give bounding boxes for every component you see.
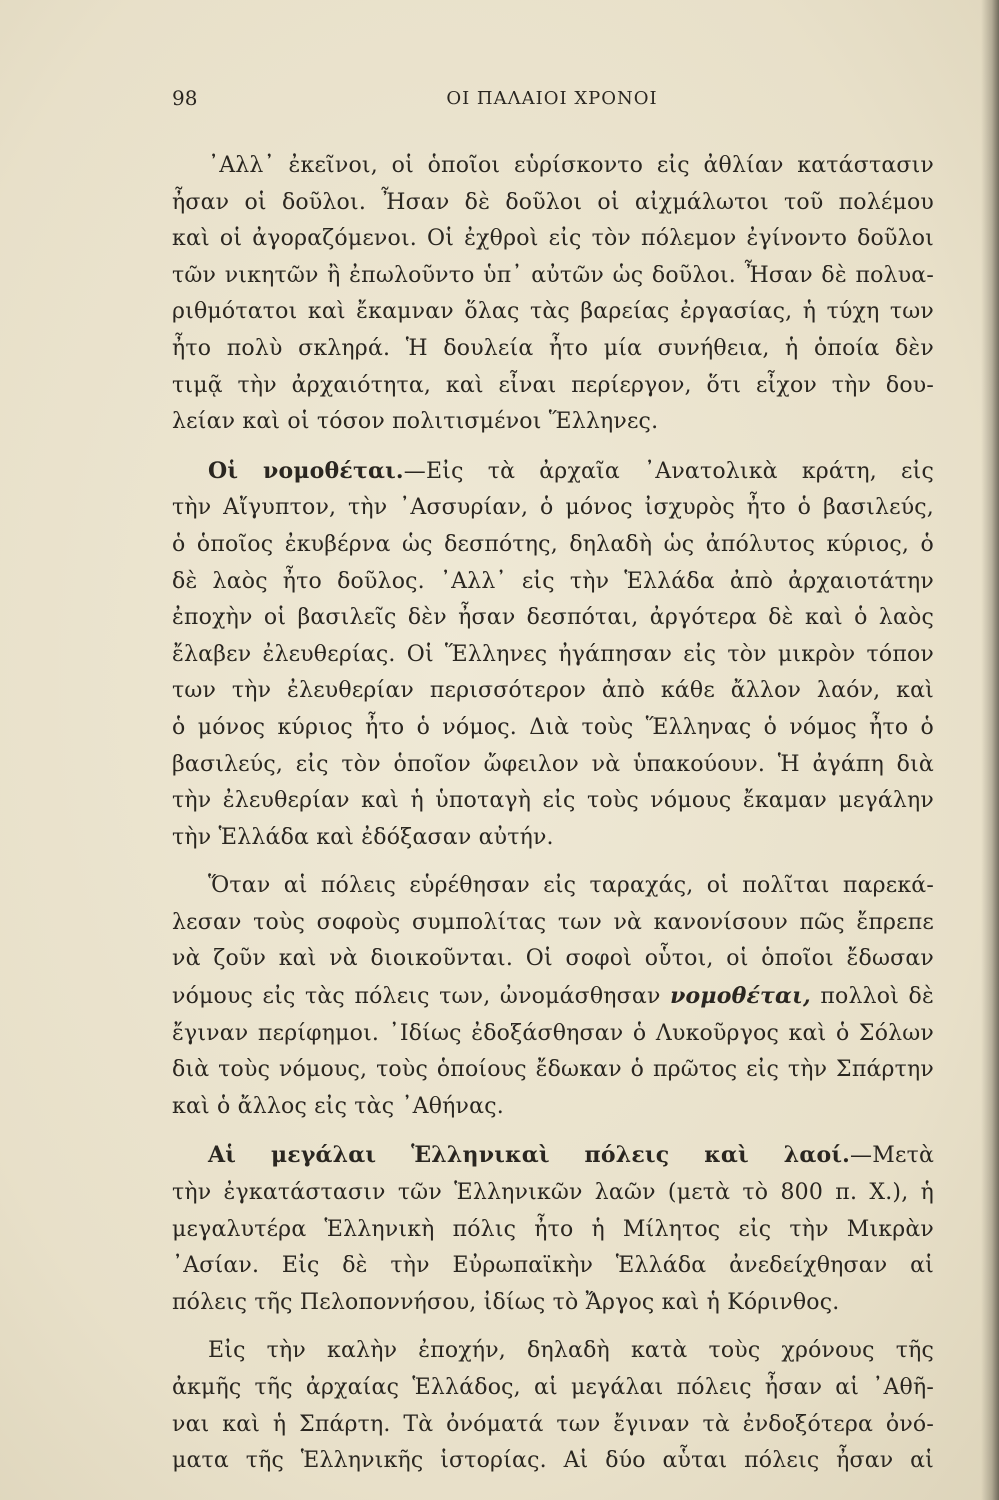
text-line: πόλεις τῆς Πελοποννήσου, ἰδίως τὸ Ἄργος καὶ ἡ Κόρινθος.	[172, 1289, 840, 1315]
text-run: νόμους εἰς τὰς πόλεις των, ὠνομάσθησαν	[172, 984, 661, 1010]
text-line: λεσαν τοὺς σοφοὺς συμπολίτας των νὰ κανονίσουν πῶς ἔπρεπε	[172, 909, 934, 935]
text-line: τὴν ἐγκατάστασιν τῶν Ἑλληνικῶν λαῶν (μετὰ τὸ 800 π. Χ.), ἡ	[172, 1180, 934, 1206]
paragraph-athens-sparta	[172, 1333, 934, 1479]
text-line: των τὴν ἐλευθερίαν περισσότερον ἀπὸ κάθε ἄλλον λαόν, καὶ	[172, 678, 934, 704]
text-line: ἐποχὴν οἱ βασιλεῖς δὲν ἦσαν δεσπόται, ἀργότερα δὲ καὶ ὁ λαὸς	[172, 605, 934, 631]
text-line	[172, 1137, 934, 1175]
text-line: ριθμότατοι καὶ ἔκαμναν ὅλας τὰς βαρείας ἐργασίας, ἡ τύχη των	[172, 299, 934, 325]
text-line: καὶ ὁ ἄλλος εἰς τὰς ᾿Αθήνας.	[172, 1093, 504, 1119]
running-head	[172, 86, 932, 116]
text-line	[172, 453, 934, 491]
text-line: ναι καὶ ἡ Σπάρτη. Τὰ ὀνόματά των ἔγιναν τὰ ἐνδοξότερα ὀνό-	[172, 1411, 934, 1437]
text-line: ἦτο πολὺ σκληρά. Ἡ δουλεία ἦτο μία συνήθεια, ἡ ὁποία δὲν	[172, 335, 934, 361]
emphasis-nomothetai: νομοθέται,	[670, 983, 811, 1010]
text-line: ματα τῆς Ἑλληνικῆς ἱστορίας. Αἱ δύο αὗται πόλεις ἦσαν αἱ	[172, 1448, 934, 1474]
text-run: πολλοὶ δὲ	[820, 984, 934, 1010]
page-number: 98	[172, 86, 198, 110]
text-line: ὁ μόνος κύριος ἦτο ὁ νόμος. Διὰ τοὺς Ἕλληνας ὁ νόμος ἦτο ὁ	[172, 714, 934, 740]
text-line: βασιλεύς, εἰς τὸν ὁποῖον ὤφειλον νὰ ὑπακούουν. Ἡ ἀγάπη διὰ	[172, 751, 934, 777]
text-line: τιμᾷ τὴν ἀρχαιότητα, καὶ εἶναι περίεργον, ὅτι εἶχον τὴν δου-	[172, 372, 934, 398]
text-line: δὲ λαὸς ἦτο δοῦλος. ᾿Αλλ᾽ εἰς τὴν Ἑλλάδα ἀπὸ ἀρχαιοτάτην	[172, 568, 934, 594]
page-edge-shadow	[981, 0, 999, 1500]
text-line: ἦσαν οἱ δοῦλοι. Ἦσαν δὲ δοῦλοι οἱ αἰχμάλωτοι τοῦ πολέμου	[172, 189, 934, 215]
paragraph-wise-men	[172, 868, 934, 1125]
text-line: ᾿Ασίαν. Εἰς δὲ τὴν Εὐρωπαϊκὴν Ἑλλάδα ἀνεδείχθησαν αἱ	[172, 1253, 934, 1279]
text-line: καὶ οἱ ἀγοραζόμενοι. Οἱ ἐχθροὶ εἰς τὸν πόλεμον ἐγίνοντο δοῦλοι	[172, 226, 934, 252]
paragraph-great-cities	[172, 1137, 934, 1321]
text-line: Εἰς τὴν καλὴν ἐποχήν, δηλαδὴ κατὰ τοὺς χρόνους τῆς	[208, 1338, 934, 1364]
text-line: ἔγιναν περίφημοι. ᾿Ιδίως ἐδοξάσθησαν ὁ Λυκοῦργος καὶ ὁ Σόλων	[172, 1020, 934, 1046]
text-line	[172, 978, 934, 1016]
text-line: τὴν Αἴγυπτον, τὴν ᾿Ασσυρίαν, ὁ μόνος ἰσχυρὸς ἦτο ὁ βασιλεύς,	[172, 495, 934, 521]
text-line: ὁ ὁποῖος ἐκυβέρνα ὡς δεσπότης, δηλαδὴ ὡς ἀπόλυτος κύριος, ὁ	[172, 531, 934, 557]
text-run: —Εἰς τὰ ἀρχαῖα ᾿Ανατολικὰ κράτη, εἰς	[403, 458, 934, 484]
page-header-title: ΟΙ ΠΑΛΑΙΟΙ ΧΡΟΝΟΙ	[446, 88, 658, 109]
text-line: τὴν Ἑλλάδα καὶ ἐδόξασαν αὐτήν.	[172, 824, 554, 850]
paragraph-slavery	[172, 148, 934, 441]
paragraph-lawgivers	[172, 453, 934, 857]
text-line: διὰ τοὺς νόμους, τοὺς ὁποίους ἔδωκαν ὁ πρῶτος εἰς τὴν Σπάρτην	[172, 1057, 934, 1083]
text-line: λείαν καὶ οἱ τόσον πολιτισμένοι Ἕλληνες.	[172, 409, 659, 435]
text-line: Ὅταν αἱ πόλεις εὑρέθησαν εἰς ταραχάς, οἱ πολῖται παρεκά-	[208, 873, 934, 899]
section-heading-lawgivers: Οἱ νομοθέται.	[208, 457, 404, 484]
text-line: τὴν ἐλευθερίαν καὶ ἡ ὑποταγὴ εἰς τοὺς νόμους ἔκαμαν μεγάλην	[172, 788, 934, 814]
body-text	[172, 148, 934, 1480]
text-line: ᾿Αλλ᾽ ἐκεῖνοι, οἱ ὁποῖοι εὑρίσκοντο εἰς ἀθλίαν κατάστασιν	[208, 153, 934, 178]
text-line: ἀκμῆς τῆς ἀρχαίας Ἑλλάδος, αἱ μεγάλαι πόλεις ἦσαν αἱ ᾿Αθῆ-	[172, 1375, 934, 1400]
text-line: τῶν νικητῶν ἢ ἐπωλοῦντο ὑπ᾽ αὐτῶν ὡς δοῦλοι. Ἦσαν δὲ πολυα-	[172, 262, 934, 288]
section-heading-great-cities: Αἱ μεγάλαι Ἑλληνικαὶ πόλεις καὶ λαοί.	[208, 1142, 851, 1169]
text-line: ἔλαβεν ἐλευθερίας. Οἱ Ἕλληνες ἠγάπησαν εἰς τὸν μικρὸν τόπον	[172, 641, 934, 667]
text-line: μεγαλυτέρα Ἑλληνικὴ πόλις ἦτο ἡ Μίλητος εἰς τὴν Μικρὰν	[172, 1216, 934, 1242]
text-line: νὰ ζοῦν καὶ νὰ διοικοῦνται. Οἱ σοφοὶ οὗτοι, οἱ ὁποῖοι ἔδωσαν	[172, 946, 934, 972]
text-run: —Μετὰ	[850, 1143, 934, 1169]
